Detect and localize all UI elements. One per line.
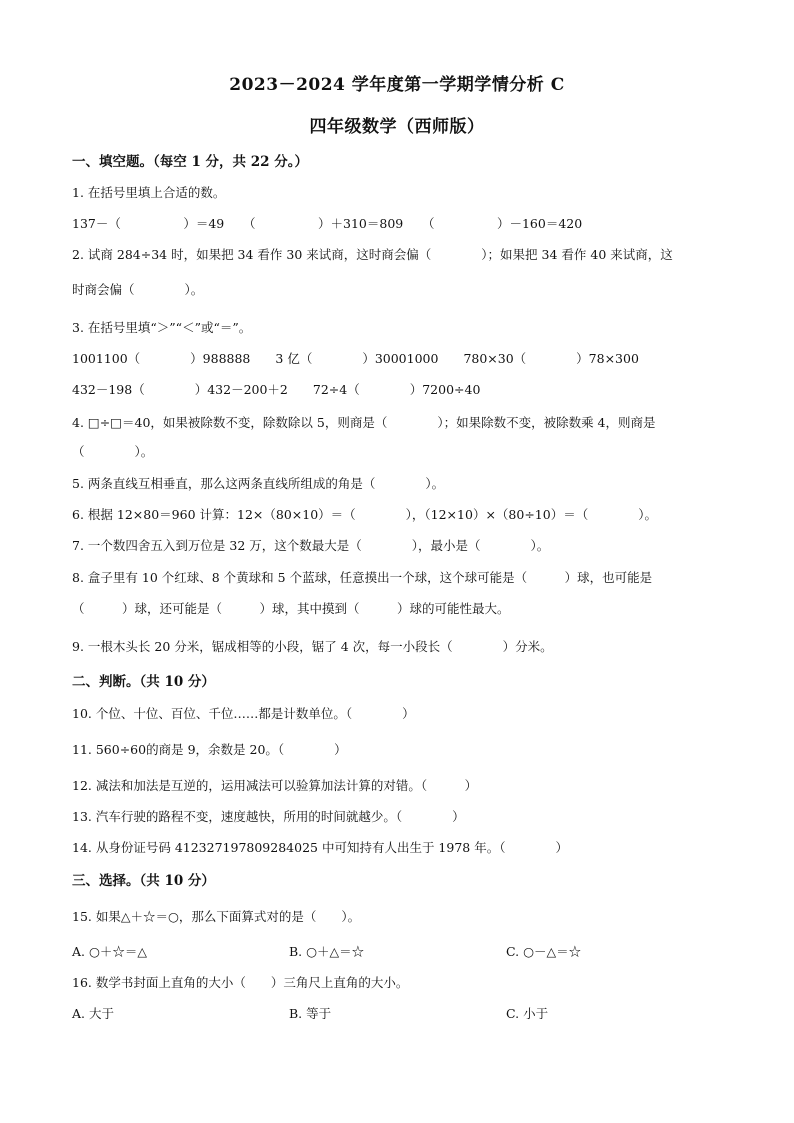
question-10: 10. 个位、十位、百位、千位……都是计数单位。（ ） <box>72 706 415 721</box>
page-subtitle: 四年级数学（西师版） <box>309 117 485 137</box>
question-13: 13. 汽车行驶的路程不变，速度越快，所用的时间就越少。（ ） <box>72 809 465 824</box>
question-2-continued: 时商会偏（ ）。 <box>72 282 204 297</box>
question-8: 8. 盒子里有 10 个红球、8 个黄球和 5 个蓝球，任意摸出一个球，这个球可能是（ ）球，也可能是 <box>72 570 653 585</box>
question-2: 2. 试商 284÷34 时，如果把 34 看作 30 来试商，这时商会偏（ ）；如果把 34 看作 40 来试商，这 <box>72 247 673 262</box>
section-heading-fill-blank: 一、填空题。（每空 1 分，共 22 分。） <box>72 154 308 170</box>
question-3-row-1: 1001100（ ）988888 3 亿（ ）30001000 780×30（ ）78×300 <box>72 351 639 366</box>
section-heading-judgment: 二、判断。（共 10 分） <box>72 674 215 690</box>
question-4-continued: （ ）。 <box>72 444 154 459</box>
question-16-option-b: B. 等于 <box>289 1006 332 1021</box>
question-5: 5. 两条直线互相垂直，那么这两条直线所组成的角是（ ）。 <box>72 476 445 491</box>
question-16: 16. 数学书封面上直角的大小（ ）三角尺上直角的大小。 <box>72 975 409 990</box>
question-9: 9. 一根木头长 20 分米，锯成相等的小段，锯了 4 次，每一小段长（ ）分米。 <box>72 639 553 654</box>
question-4: 4. □÷□＝40，如果被除数不变，除数除以 5，则商是（ ）；如果除数不变，被除数乘 4，则商是 <box>72 415 656 430</box>
question-11: 11. 560÷60的商是 9，余数是 20。（ ） <box>72 742 347 757</box>
question-16-option-a: A. 大于 <box>72 1006 114 1021</box>
question-15-option-a: A. ○＋☆＝△ <box>72 944 147 959</box>
question-15-option-b: B. ○＋△＝☆ <box>289 944 365 959</box>
question-3-row-2: 432－198（ ）432－200＋2 72÷4（ ）7200÷40 <box>72 382 481 397</box>
question-15: 15. 如果△＋☆＝○，那么下面算式对的是（ ）。 <box>72 909 361 924</box>
page-title: 2023－2024 学年度第一学期学情分析 C <box>229 75 565 95</box>
question-15-option-c: C. ○－△＝☆ <box>506 944 582 959</box>
question-6: 6. 根据 12×80＝960 计算：12×（80×10）＝（ ），（12×10）×（80÷10）＝（ ）。 <box>72 507 657 522</box>
question-8-continued: （ ）球，还可能是（ ）球，其中摸到（ ）球的可能性最大。 <box>72 601 510 616</box>
section-heading-choice: 三、选择。（共 10 分） <box>72 873 215 889</box>
question-12: 12. 减法和加法是互逆的，运用减法可以验算加法计算的对错。（ ） <box>72 778 478 793</box>
question-7: 7. 一个数四舍五入到万位是 32 万，这个数最大是（ ），最小是（ ）。 <box>72 538 550 553</box>
question-1: 1. 在括号里填上合适的数。 <box>72 185 226 200</box>
question-1-items: 137－（ ）＝49 （ ）＋310＝809 （ ）－160＝420 <box>72 216 583 231</box>
question-16-option-c: C. 小于 <box>506 1006 549 1021</box>
question-3: 3. 在括号里填“＞”“＜”或“＝”。 <box>72 320 252 335</box>
question-14: 14. 从身份证号码 412327197809284025 中可知持有人出生于 1978 年。（ ） <box>72 840 568 855</box>
